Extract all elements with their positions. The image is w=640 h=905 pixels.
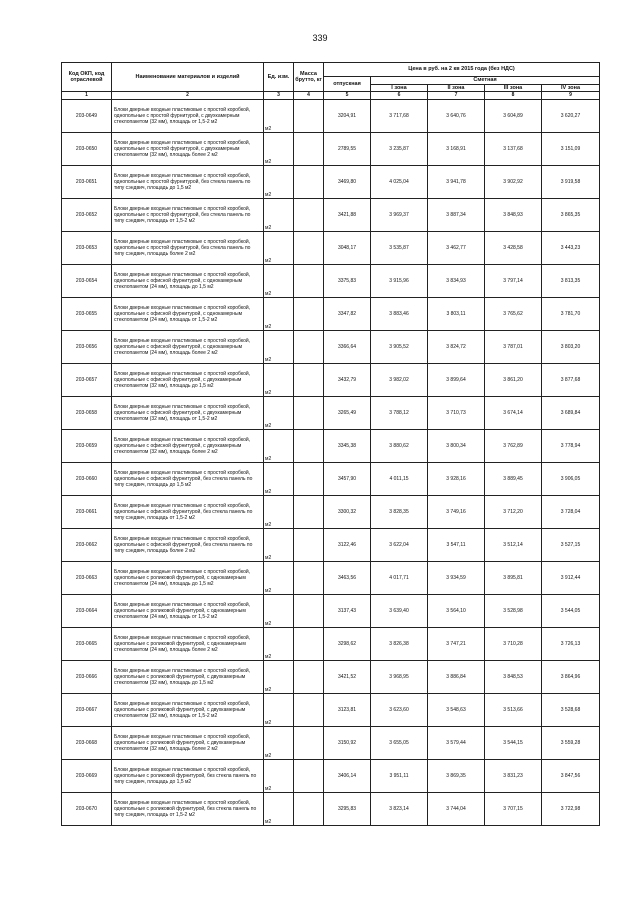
mass-cell — [294, 396, 324, 429]
zone-2-price-cell: 3 564,10 — [428, 594, 485, 627]
release-price-cell: 3469,80 — [324, 165, 371, 198]
table-row — [62, 231, 600, 264]
column-number: 1 — [62, 92, 112, 100]
table-row — [62, 726, 600, 759]
release-price-cell: 2789,55 — [324, 132, 371, 165]
table-row — [62, 99, 600, 132]
unit-cell: м2 — [264, 594, 294, 627]
zone-3-price-cell: 3 710,28 — [485, 627, 542, 660]
zone-4-price-cell: 3 559,28 — [542, 726, 600, 759]
code-cell: 203-0661 — [62, 495, 112, 528]
unit-cell: м2 — [264, 660, 294, 693]
zone-4-price-cell: 3 813,35 — [542, 264, 600, 297]
release-price-cell: 3375,83 — [324, 264, 371, 297]
code-cell: 203-0650 — [62, 132, 112, 165]
release-price-cell: 3123,81 — [324, 693, 371, 726]
name-cell: Блоки дверные входные пластиковые с простой коробкой, однопольные с роликовой фурнитурой, с однокамерным стеклопакетом (24 мм), площадь от 1,5-2 м2 — [112, 594, 264, 627]
header-release: отпускная — [324, 77, 371, 92]
release-price-cell: 3122,46 — [324, 528, 371, 561]
header-name: Наименование материалов и изделий — [112, 63, 264, 92]
zone-2-price-cell: 3 548,63 — [428, 693, 485, 726]
header-price-group: Цена в руб. на 2 кв 2015 года (без НДС) — [324, 63, 600, 77]
zone-2-price-cell: 3 710,73 — [428, 396, 485, 429]
table-row — [62, 132, 600, 165]
zone-4-price-cell: 3 728,04 — [542, 495, 600, 528]
header-mass: Масса брутто, кг — [294, 63, 324, 92]
code-cell: 203-0657 — [62, 363, 112, 396]
zone-4-price-cell: 3 781,70 — [542, 297, 600, 330]
column-number: 6 — [371, 92, 428, 100]
zone-2-price-cell: 3 749,16 — [428, 495, 485, 528]
unit-cell: м2 — [264, 396, 294, 429]
zone-1-price-cell: 3 982,02 — [371, 363, 428, 396]
mass-cell — [294, 231, 324, 264]
zone-4-price-cell: 3 847,56 — [542, 759, 600, 792]
name-cell: Блоки дверные входные пластиковые с простой коробкой, однопольные с офисной фурнитурой, без стекла панель по типу сэндвич, площадь от 1,5-2 м2 — [112, 495, 264, 528]
zone-1-price-cell: 3 235,87 — [371, 132, 428, 165]
zone-1-price-cell: 4 011,15 — [371, 462, 428, 495]
column-number: 8 — [485, 92, 542, 100]
zone-2-price-cell: 3 747,21 — [428, 627, 485, 660]
zone-3-price-cell: 3 861,20 — [485, 363, 542, 396]
zone-3-price-cell: 3 674,14 — [485, 396, 542, 429]
zone-2-price-cell: 3 579,44 — [428, 726, 485, 759]
table-row — [62, 429, 600, 462]
mass-cell — [294, 297, 324, 330]
release-price-cell: 3432,79 — [324, 363, 371, 396]
zone-3-price-cell: 3 831,23 — [485, 759, 542, 792]
zone-4-price-cell: 3 919,58 — [542, 165, 600, 198]
zone-3-price-cell: 3 848,53 — [485, 660, 542, 693]
name-cell: Блоки дверные входные пластиковые с простой коробкой, однопольные с офисной фурнитурой, с двухкамерным стеклопакетом (32 мм), площадь до 1,5 м2 — [112, 363, 264, 396]
mass-cell — [294, 264, 324, 297]
column-number: 7 — [428, 92, 485, 100]
table-row — [62, 363, 600, 396]
zone-2-price-cell: 3 834,93 — [428, 264, 485, 297]
mass-cell — [294, 99, 324, 132]
name-cell: Блоки дверные входные пластиковые с простой коробкой, однопольные с роликовой фурнитурой, без стекла панель по типу сэндвич, площадь от 1,5-2 м2 — [112, 792, 264, 825]
column-number: 5 — [324, 92, 371, 100]
header-estimate: Сметная — [371, 77, 600, 85]
mass-cell — [294, 594, 324, 627]
name-cell: Блоки дверные входные пластиковые с простой коробкой, однопольные с простой фурнитурой, без стекла панель по типу сэндвич, площадь до 1,5 м2 — [112, 165, 264, 198]
code-cell: 203-0653 — [62, 231, 112, 264]
unit-cell: м2 — [264, 297, 294, 330]
zone-3-price-cell: 3 512,14 — [485, 528, 542, 561]
zone-3-price-cell: 3 902,92 — [485, 165, 542, 198]
zone-2-price-cell: 3 803,11 — [428, 297, 485, 330]
table-row — [62, 396, 600, 429]
header-zone-1: I зона — [371, 84, 428, 92]
mass-cell — [294, 561, 324, 594]
code-cell: 203-0668 — [62, 726, 112, 759]
table-row — [62, 264, 600, 297]
zone-3-price-cell: 3 797,14 — [485, 264, 542, 297]
name-cell: Блоки дверные входные пластиковые с простой коробкой, однопольные с роликовой фурнитурой, без стекла панель по типу сэндвич, площадь до 1,5 м2 — [112, 759, 264, 792]
zone-1-price-cell: 3 883,46 — [371, 297, 428, 330]
unit-cell: м2 — [264, 561, 294, 594]
release-price-cell: 3300,32 — [324, 495, 371, 528]
zone-3-price-cell: 3 765,62 — [485, 297, 542, 330]
zone-3-price-cell: 3 787,01 — [485, 330, 542, 363]
zone-3-price-cell: 3 544,15 — [485, 726, 542, 759]
unit-cell: м2 — [264, 99, 294, 132]
table-row — [62, 627, 600, 660]
unit-cell: м2 — [264, 264, 294, 297]
unit-cell: м2 — [264, 759, 294, 792]
zone-3-price-cell: 3 712,20 — [485, 495, 542, 528]
code-cell: 203-0658 — [62, 396, 112, 429]
release-price-cell: 3295,83 — [324, 792, 371, 825]
zone-1-price-cell: 3 968,95 — [371, 660, 428, 693]
zone-1-price-cell: 3 823,14 — [371, 792, 428, 825]
release-price-cell: 3204,91 — [324, 99, 371, 132]
zone-4-price-cell: 3 726,13 — [542, 627, 600, 660]
unit-cell: м2 — [264, 132, 294, 165]
mass-cell — [294, 792, 324, 825]
header-zone-2: II зона — [428, 84, 485, 92]
mass-cell — [294, 198, 324, 231]
code-cell: 203-0655 — [62, 297, 112, 330]
zone-2-price-cell: 3 168,91 — [428, 132, 485, 165]
name-cell: Блоки дверные входные пластиковые с простой коробкой, однопольные с простой фурнитурой, с двухкамерным стеклопакетом (32 мм), площадь более 2 м2 — [112, 132, 264, 165]
zone-4-price-cell: 3 906,05 — [542, 462, 600, 495]
zone-2-price-cell: 3 887,34 — [428, 198, 485, 231]
zone-2-price-cell: 3 899,64 — [428, 363, 485, 396]
unit-cell: м2 — [264, 495, 294, 528]
name-cell: Блоки дверные входные пластиковые с простой коробкой, однопольные с роликовой фурнитурой, с двухкамерным стеклопакетом (32 мм), площадь более 2 м2 — [112, 726, 264, 759]
zone-1-price-cell: 3 905,52 — [371, 330, 428, 363]
table-row — [62, 528, 600, 561]
column-number: 4 — [294, 92, 324, 100]
mass-cell — [294, 693, 324, 726]
header-zone-3: III зона — [485, 84, 542, 92]
zone-2-price-cell: 3 744,04 — [428, 792, 485, 825]
column-number: 2 — [112, 92, 264, 100]
name-cell: Блоки дверные входные пластиковые с простой коробкой, однопольные с роликовой фурнитурой, с двухкамерным стеклопакетом (32 мм), площадь от 1,5-2 м2 — [112, 693, 264, 726]
code-cell: 203-0664 — [62, 594, 112, 627]
release-price-cell: 3345,38 — [324, 429, 371, 462]
zone-2-price-cell: 3 928,16 — [428, 462, 485, 495]
unit-cell: м2 — [264, 198, 294, 231]
zone-1-price-cell: 4 025,04 — [371, 165, 428, 198]
unit-cell: м2 — [264, 792, 294, 825]
zone-1-price-cell: 3 655,05 — [371, 726, 428, 759]
zone-2-price-cell: 3 886,84 — [428, 660, 485, 693]
name-cell: Блоки дверные входные пластиковые с простой коробкой, однопольные с простой фурнитурой, без стекла панель по типу сэндвич, площадь от 1,5-2 м2 — [112, 198, 264, 231]
unit-cell: м2 — [264, 726, 294, 759]
name-cell: Блоки дверные входные пластиковые с простой коробкой, однопольные с офисной фурнитурой, с однокамерным стеклопакетом (24 мм), площадь от 1,5-2 м2 — [112, 297, 264, 330]
name-cell: Блоки дверные входные пластиковые с простой коробкой, однопольные с офисной фурнитурой, с однокамерным стеклопакетом (24 мм), площадь до 1,5 м2 — [112, 264, 264, 297]
zone-4-price-cell: 3 527,15 — [542, 528, 600, 561]
code-cell: 203-0663 — [62, 561, 112, 594]
release-price-cell: 3421,52 — [324, 660, 371, 693]
mass-cell — [294, 495, 324, 528]
code-cell: 203-0670 — [62, 792, 112, 825]
zone-1-price-cell: 3 828,35 — [371, 495, 428, 528]
column-number: 3 — [264, 92, 294, 100]
release-price-cell: 3150,92 — [324, 726, 371, 759]
name-cell: Блоки дверные входные пластиковые с простой коробкой, однопольные с роликовой фурнитурой, с однокамерным стеклопакетом (24 мм), площадь более 2 м2 — [112, 627, 264, 660]
zone-1-price-cell: 3 788,12 — [371, 396, 428, 429]
zone-4-price-cell: 3 865,35 — [542, 198, 600, 231]
release-price-cell: 3457,90 — [324, 462, 371, 495]
code-cell: 203-0669 — [62, 759, 112, 792]
zone-2-price-cell: 3 800,34 — [428, 429, 485, 462]
code-cell: 203-0660 — [62, 462, 112, 495]
code-cell: 203-0659 — [62, 429, 112, 462]
zone-1-price-cell: 3 622,04 — [371, 528, 428, 561]
zone-4-price-cell: 3 722,98 — [542, 792, 600, 825]
page-number: 339 — [312, 33, 328, 43]
unit-cell: м2 — [264, 627, 294, 660]
release-price-cell: 3048,17 — [324, 231, 371, 264]
unit-cell: м2 — [264, 693, 294, 726]
zone-1-price-cell: 3 951,11 — [371, 759, 428, 792]
mass-cell — [294, 462, 324, 495]
zone-1-price-cell: 3 880,62 — [371, 429, 428, 462]
name-cell: Блоки дверные входные пластиковые с простой коробкой, однопольные с офисной фурнитурой, без стекла панель по типу сэндвич, площадь более 2 м2 — [112, 528, 264, 561]
zone-3-price-cell: 3 895,81 — [485, 561, 542, 594]
mass-cell — [294, 759, 324, 792]
zone-3-price-cell: 3 528,98 — [485, 594, 542, 627]
zone-2-price-cell: 3 824,72 — [428, 330, 485, 363]
price-table — [61, 62, 600, 826]
mass-cell — [294, 165, 324, 198]
zone-2-price-cell: 3 462,77 — [428, 231, 485, 264]
name-cell: Блоки дверные входные пластиковые с простой коробкой, однопольные с офисной фурнитурой, без стекла панель по типу сэндвич, площадь до 1,5 м2 — [112, 462, 264, 495]
table-row — [62, 495, 600, 528]
mass-cell — [294, 528, 324, 561]
mass-cell — [294, 660, 324, 693]
zone-2-price-cell: 3 934,59 — [428, 561, 485, 594]
release-price-cell: 3298,62 — [324, 627, 371, 660]
zone-1-price-cell: 3 623,60 — [371, 693, 428, 726]
header-unit: Ед. изм. — [264, 63, 294, 92]
zone-4-price-cell: 3 443,23 — [542, 231, 600, 264]
name-cell: Блоки дверные входные пластиковые с простой коробкой, однопольные с простой фурнитурой, с двухкамерным стеклопакетом (32 мм), площадь от 1,5-2 м2 — [112, 99, 264, 132]
mass-cell — [294, 627, 324, 660]
table-row — [62, 759, 600, 792]
zone-1-price-cell: 3 639,40 — [371, 594, 428, 627]
mass-cell — [294, 429, 324, 462]
zone-3-price-cell: 3 428,58 — [485, 231, 542, 264]
zone-4-price-cell: 3 803,20 — [542, 330, 600, 363]
name-cell: Блоки дверные входные пластиковые с простой коробкой, однопольные с офисной фурнитурой, с двухкамерным стеклопакетом (32 мм), площадь более 2 м2 — [112, 429, 264, 462]
zone-2-price-cell: 3 941,78 — [428, 165, 485, 198]
zone-4-price-cell: 3 620,27 — [542, 99, 600, 132]
zone-1-price-cell: 3 717,68 — [371, 99, 428, 132]
zone-2-price-cell: 3 547,11 — [428, 528, 485, 561]
mass-cell — [294, 363, 324, 396]
code-cell: 203-0662 — [62, 528, 112, 561]
release-price-cell: 3421,88 — [324, 198, 371, 231]
zone-4-price-cell: 3 528,68 — [542, 693, 600, 726]
unit-cell: м2 — [264, 363, 294, 396]
code-cell: 203-0666 — [62, 660, 112, 693]
table-row — [62, 297, 600, 330]
zone-1-price-cell: 4 017,71 — [371, 561, 428, 594]
zone-3-price-cell: 3 137,68 — [485, 132, 542, 165]
header-zone-4: IV зона — [542, 84, 600, 92]
table-row — [62, 693, 600, 726]
code-cell: 203-0667 — [62, 693, 112, 726]
release-price-cell: 3406,14 — [324, 759, 371, 792]
table-row — [62, 330, 600, 363]
zone-1-price-cell: 3 535,87 — [371, 231, 428, 264]
zone-4-price-cell: 3 912,44 — [542, 561, 600, 594]
unit-cell: м2 — [264, 462, 294, 495]
unit-cell: м2 — [264, 165, 294, 198]
zone-3-price-cell: 3 848,93 — [485, 198, 542, 231]
zone-4-price-cell: 3 689,84 — [542, 396, 600, 429]
code-cell: 203-0649 — [62, 99, 112, 132]
zone-4-price-cell: 3 151,09 — [542, 132, 600, 165]
release-price-cell: 3463,56 — [324, 561, 371, 594]
name-cell: Блоки дверные входные пластиковые с простой коробкой, однопольные с офисной фурнитурой, с двухкамерным стеклопакетом (32 мм), площадь от 1,5-2 м2 — [112, 396, 264, 429]
mass-cell — [294, 132, 324, 165]
table-row — [62, 660, 600, 693]
zone-4-price-cell: 3 864,96 — [542, 660, 600, 693]
zone-2-price-cell: 3 640,76 — [428, 99, 485, 132]
name-cell: Блоки дверные входные пластиковые с простой коробкой, однопольные с простой фурнитурой, без стекла панель по типу сэндвич, площадь более 2 м2 — [112, 231, 264, 264]
column-number: 9 — [542, 92, 600, 100]
table-row — [62, 561, 600, 594]
zone-2-price-cell: 3 869,35 — [428, 759, 485, 792]
name-cell: Блоки дверные входные пластиковые с простой коробкой, однопольные с офисной фурнитурой, с однокамерным стеклопакетом (24 мм), площадь более 2 м2 — [112, 330, 264, 363]
code-cell: 203-0654 — [62, 264, 112, 297]
zone-3-price-cell: 3 707,15 — [485, 792, 542, 825]
unit-cell: м2 — [264, 231, 294, 264]
zone-4-price-cell: 3 544,05 — [542, 594, 600, 627]
zone-3-price-cell: 3 604,89 — [485, 99, 542, 132]
table-row — [62, 462, 600, 495]
mass-cell — [294, 330, 324, 363]
zone-4-price-cell: 3 877,68 — [542, 363, 600, 396]
zone-1-price-cell: 3 915,96 — [371, 264, 428, 297]
zone-1-price-cell: 3 826,38 — [371, 627, 428, 660]
header-code: Код ОКП, код отраслевой — [62, 63, 112, 92]
code-cell: 203-0656 — [62, 330, 112, 363]
zone-4-price-cell: 3 778,94 — [542, 429, 600, 462]
release-price-cell: 3366,64 — [324, 330, 371, 363]
unit-cell: м2 — [264, 429, 294, 462]
table-row — [62, 792, 600, 825]
zone-3-price-cell: 3 762,89 — [485, 429, 542, 462]
zone-1-price-cell: 3 969,37 — [371, 198, 428, 231]
unit-cell: м2 — [264, 528, 294, 561]
column-number-row — [62, 92, 600, 100]
code-cell: 203-0652 — [62, 198, 112, 231]
zone-3-price-cell: 3 889,45 — [485, 462, 542, 495]
code-cell: 203-0651 — [62, 165, 112, 198]
name-cell: Блоки дверные входные пластиковые с простой коробкой, однопольные с роликовой фурнитурой, с двухкамерным стеклопакетом (32 мм), площадь до 1,5 м2 — [112, 660, 264, 693]
table-row — [62, 198, 600, 231]
release-price-cell: 3347,82 — [324, 297, 371, 330]
unit-cell: м2 — [264, 330, 294, 363]
release-price-cell: 3137,43 — [324, 594, 371, 627]
table-row — [62, 165, 600, 198]
table-row — [62, 594, 600, 627]
code-cell: 203-0665 — [62, 627, 112, 660]
mass-cell — [294, 726, 324, 759]
zone-3-price-cell: 3 513,66 — [485, 693, 542, 726]
release-price-cell: 3265,49 — [324, 396, 371, 429]
name-cell: Блоки дверные входные пластиковые с простой коробкой, однопольные с роликовой фурнитурой, с однокамерным стеклопакетом (24 мм), площадь до 1,5 м2 — [112, 561, 264, 594]
